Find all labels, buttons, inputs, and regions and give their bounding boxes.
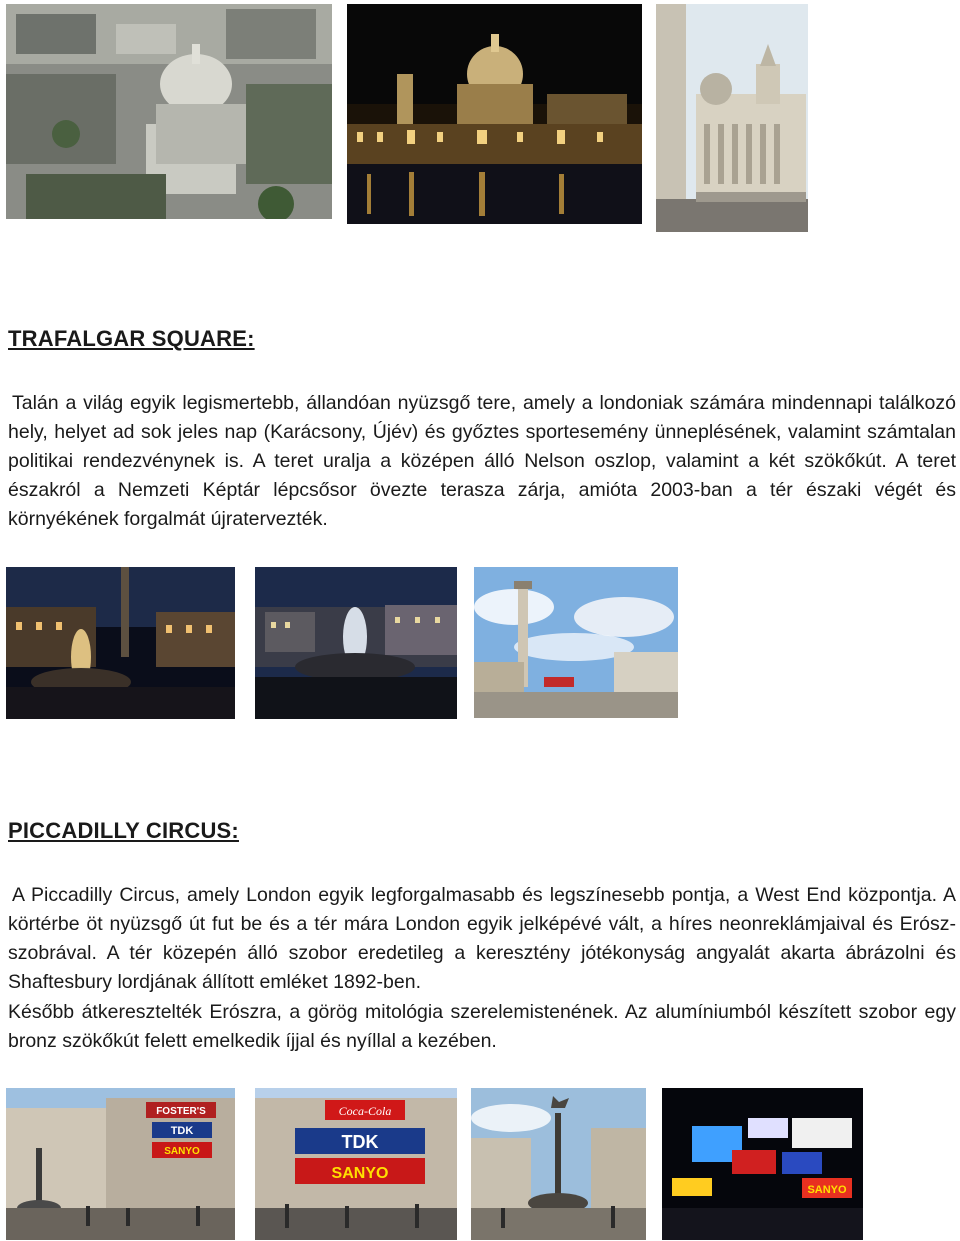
sanyo-sign: SANYO [164,1146,200,1157]
trafalgar-square-description: Talán a világ egyik legismertebb, állandóan nyüzsgő tere, amely a londoniak számára mindennapi találkozó hely, helyet ad sok jeles nap (Karácsony, Újév) és győztes sportesemény ünneplésének, valamint számtalan politikai rendezvénynek is. A teret uralja a középen álló Nelson oszlop, valamint a két szökőkút. A teret északról a Nemzeti Képtár lépcsősor övezte terasza zárja, amióta 2003-ban a tér északi végét és környékének forgalmát újratervezték. [8,392,956,530]
st-pauls-facade-photo [656,4,808,232]
nelson-column-day-photo [474,567,678,718]
trafalgar-fountain-night-photo [6,567,235,719]
piccadilly-neon-night-photo [662,1088,863,1240]
trafalgar-fountain-dusk-photo [255,567,457,719]
piccadilly-eros-day-photo [6,1088,235,1240]
trafalgar-square-heading: TRAFALGAR SQUARE: [8,326,255,351]
tdk-sign-large: TDK [341,1132,379,1152]
tdk-sign: TDK [170,1125,194,1137]
piccadilly-billboards-photo [255,1088,457,1240]
fosters-sign: FOSTER'S [156,1106,206,1117]
piccadilly-circus-heading: PICCADILLY CIRCUS: [8,818,239,843]
piccadilly-circus-description: A Piccadilly Circus, amely London egyik legforgalmasabb és legszínesebb pontja, a West End központja. A körtérbe öt nyüzsgő út fut be és a tér mára London egyik jelképévé vált, a híres neonreklámjaival és Erósz-szobrával. A tér közepén álló szobor eredetileg a keresztény jótékonyság angyalát akarta ábrázolni és Shaftesbury lordjának állított emléket 1892-ben. [8,884,956,993]
sanyo-sign-large: SANYO [331,1165,389,1182]
piccadilly-circus-description-2: Később átkeresztelték Erószra, a görög mitológia szerelemistenének. Az alumíniumból készített szobor egy bronz szökőkút felett emelkedik íjjal és nyíllal a kezében. [8,1001,956,1052]
st-pauls-aerial-photo [6,4,332,219]
st-pauls-night-photo [347,4,642,224]
eros-statue-photo [471,1088,646,1240]
coca-cola-sign: Coca-Cola [338,1104,392,1118]
sanyo-neon-sign: SANYO [807,1184,847,1196]
